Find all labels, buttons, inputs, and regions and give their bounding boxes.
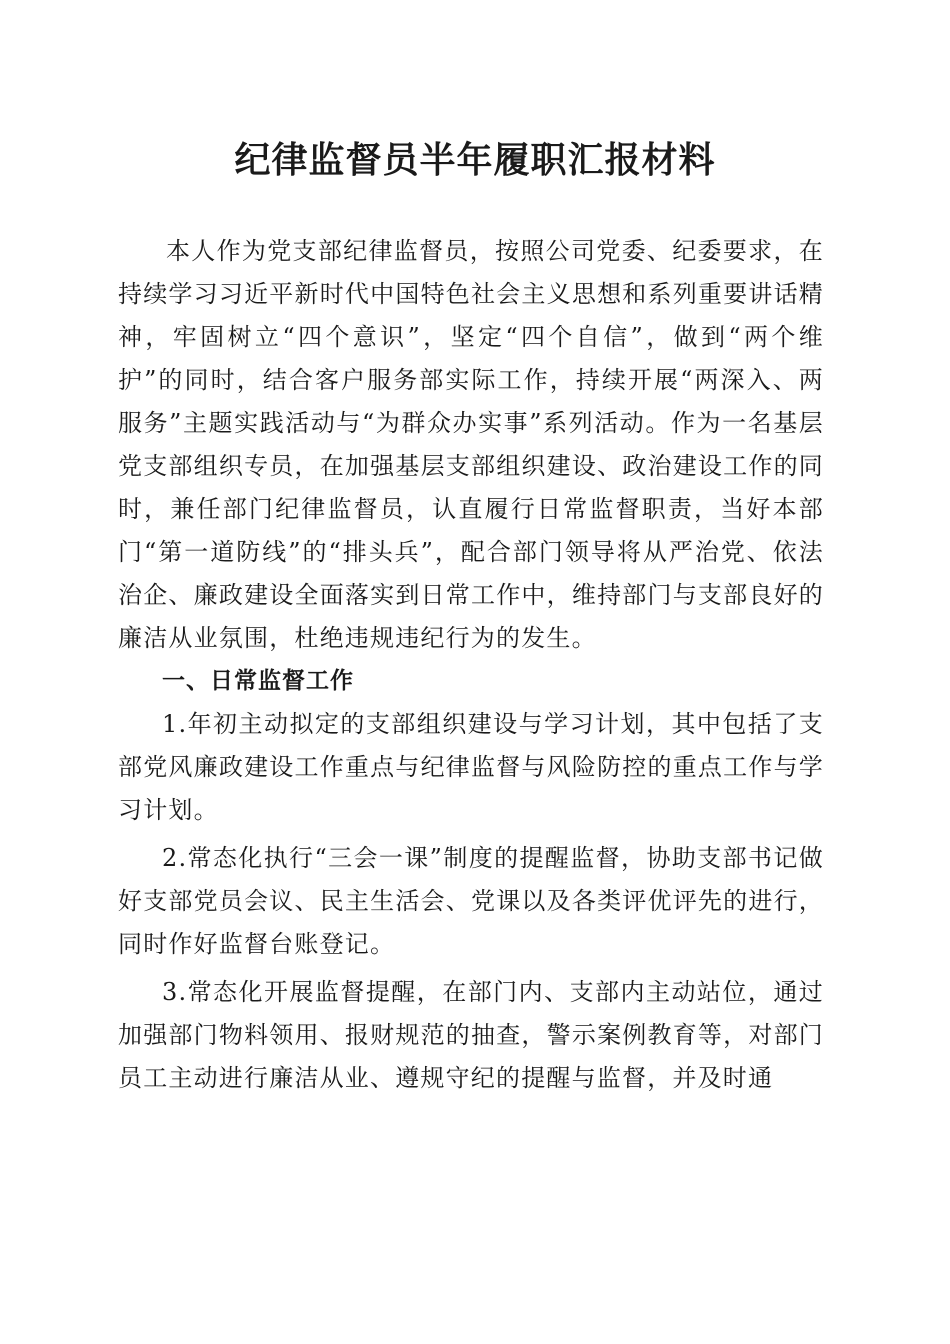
list-item: 2.常态化执行“三会一课”制度的提醒监督，协助支部书记做好支部党员会议、民主生活会、党课以及各类评优评先的进行，同时作好监督台账登记。 <box>118 844 824 958</box>
document-title: 纪律监督员半年履职汇报材料 <box>234 139 716 181</box>
list-item: 3.常态化开展监督提醒，在部门内、支部内主动站位，通过加强部门物料领用、报财规范的抽查，警示案例教育等，对部门员工主动进行廉洁从业、遵规守纪的提醒与监督，并及时通 <box>118 978 824 1092</box>
list-item: 1.年初主动拟定的支部组织建设与学习计划，其中包括了支部党风廉政建设工作重点与纪律监督与风险防控的重点工作与学习计划。 <box>118 710 824 824</box>
document-body <box>118 230 824 1100</box>
intro-paragraph: 本人作为党支部纪律监督员，按照公司党委、纪委要求，在持续学习习近平新时代中国特色社会主义思想和系列重要讲话精神，牢固树立“四个意识”，坚定“四个自信”，做到“两个维护”的同时，结合客户服务部实际工作，持续开展“两深入、两服务”主题实践活动与“为群众办实事”系列活动。作为一名基层党支部组织专员，在加强基层支部组织建设、政治建设工作的同时，兼任部门纪律监督员，认直履行日常监督职责，当好本部门“第一道防线”的“排头兵”，配合部门领导将从严治党、依法治企、廉政建设全面落实到日常工作中，维持部门与支部良好的廉洁从业氛围，杜绝违规违纪行为的发生。 <box>118 237 824 652</box>
section-heading: 一、日常监督工作 <box>162 668 354 694</box>
